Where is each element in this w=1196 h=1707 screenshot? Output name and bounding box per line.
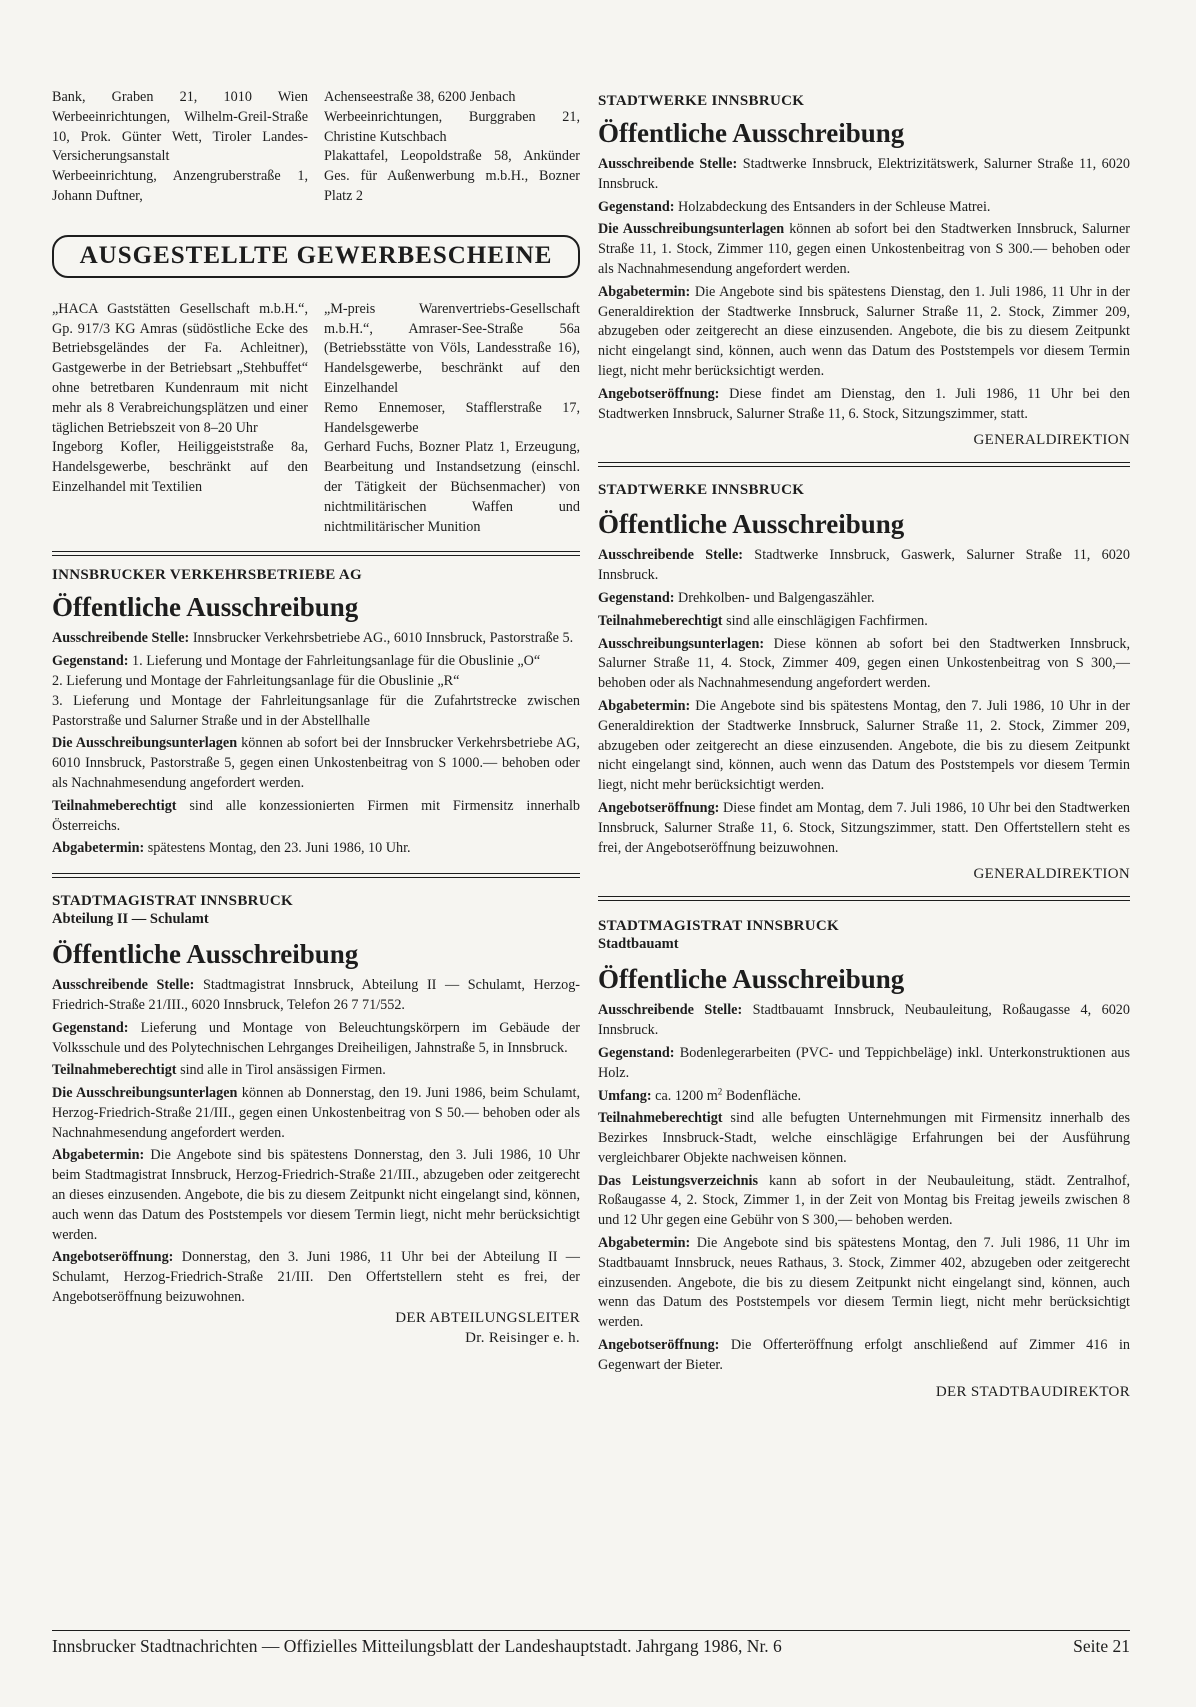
bauamt-gegenstand: Gegenstand: Bodenlegerarbeiten (PVC- und Teppichbeläge) inkl. Unterkonstruktionen aus Holz. bbox=[598, 1044, 1130, 1081]
werbe-entry: Werbeeinrichtungen, Burggraben 21, Christine Kutschbach bbox=[324, 108, 580, 145]
bauamt-headline: Öffentliche Ausschreibung bbox=[598, 964, 905, 995]
stadtwerke-ew-tender bbox=[598, 92, 1130, 450]
stw2-unterlagen: Ausschreibungsunterlagen: Diese können ab sofort bei den Stadtwerken Innsbruck, Salurner Straße 11, 4. Stock, Zimmer 409, gegen einen Unkostenbeitrag von S 300,— behoben oder als Nachnahmesendung angefordert werden. bbox=[598, 635, 1130, 692]
stw2-kicker: STADTWERKE INNSBRUCK bbox=[598, 482, 805, 499]
schulamt-headline: Öffentliche Ausschreibung bbox=[52, 939, 359, 970]
ivb-gegenstand-3: 3. Lieferung und Montage der Fahrleitungsanlage für die Zufahrtstrecke zwischen Pastorstraße und Salurner Straße und in der Abstellhalle bbox=[52, 692, 580, 729]
schulamt-signature: DER ABTEILUNGSLEITER bbox=[395, 1309, 580, 1326]
section-divider bbox=[598, 896, 1130, 901]
werbe-entry: Plakattafel, Leopoldstraße 58, Ankünder Ges. für Außenwerbung m.b.H., Bozner Platz 2 bbox=[324, 148, 580, 204]
gewerbescheine-banner: AUSGESTELLTE GEWERBESCHEINE bbox=[52, 235, 580, 278]
schulamt-unterlagen: Die Ausschreibungsunterlagen können ab Donnerstag, den 19. Juni 1986, beim Schulamt, Herzog-Friedrich-Straße 21/III., gegen einen Unkostenbeitrag von S 50.— behoben oder als Nachnahmesendung angefordert werden. bbox=[52, 1085, 580, 1141]
werbe-entry: Werbeeinrichtung, Anzengruberstraße 1, Johann Duftner, bbox=[52, 168, 308, 204]
page-number: Seite 21 bbox=[1073, 1636, 1130, 1656]
stw1-signature: GENERALDIREKTION bbox=[973, 432, 1130, 449]
gewerbescheine-list bbox=[52, 300, 580, 538]
ivb-teilnahme: Teilnahmeberechtigt sind alle konzessionierten Firmen mit Firmensitz innerhalb Österreichs. bbox=[52, 797, 580, 834]
werbe-entry: Achenseestraße 38, 6200 Jenbach bbox=[324, 89, 516, 105]
ivb-kicker: INNSBRUCKER VERKEHRSBETRIEBE AG bbox=[52, 567, 362, 584]
werbe-list-col1 bbox=[52, 88, 308, 207]
schulamt-abgabe: Abgabetermin: Die Angebote sind bis spätestens Donnerstag, den 3. Juli 1986, 10 Uhr beim Stadtmagistrat Innsbruck, Herzog-Friedrich-Straße 21/III., abzugeben oder zeitgerecht an dieses einzusenden. Angebote, die bis zu diesem Zeitpunkt nicht eingelangt sind, können, auch wenn das Datum des Poststempels vor diesem Termin liegt, nicht mehr berücksichtigt werden. bbox=[52, 1147, 580, 1243]
bauamt-teilnahme: Teilnahmeberechtigt sind alle befugten Unternehmungen mit Firmensitz innerhalb des Bezirkes Innsbruck-Stadt, welche einschlägige Erfahrungen bei der Ausführung vergleichbarer Objekte nachweisen können. bbox=[598, 1110, 1130, 1166]
gewerbe-entry: Ingeborg Kofler, Heiliggeiststraße 8a, Handelsgewerbe, beschränkt auf den Einzelhandel mit Textilien bbox=[52, 439, 308, 495]
gewerbe-entry: Gerhard Fuchs, Bozner Platz 1, Erzeugung, Bearbeitung und Instandsetzung (einschl. der Tätigkeit der Büchsenmacher) von nichtmilitärischen Waffen und nichtmilitärischer Munition bbox=[324, 439, 580, 535]
schulamt-gegenstand: Gegenstand: Lieferung und Montage von Beleuchtungskörpern im Gebäude der Volksschule und des Polytechnischen Lehrganges Dreiheiligen, Jahnstraße 5, in Innsbruck. bbox=[52, 1019, 580, 1056]
stw1-gegenstand: Gegenstand: Holzabdeckung des Entsanders in der Schleuse Matrei. bbox=[598, 198, 991, 215]
stw2-eroeffnung: Angebotseröffnung: Diese findet am Montag, dem 7. Juli 1986, 10 Uhr bei den Stadtwerken Innsbruck, Salurner Straße 11, 6. Stock, Sitzungszimmer, statt. Den Offertstellern steht es frei, der Angebotseröffnung beizuwohnen. bbox=[598, 799, 1130, 856]
werbeeinrichtungen-list bbox=[52, 88, 580, 207]
schulamt-dept: Abteilung II — Schulamt bbox=[52, 911, 209, 928]
schulamt-teilnahme: Teilnahmeberechtigt sind alle in Tirol ansässigen Firmen. bbox=[52, 1062, 386, 1079]
ivb-abgabe: Abgabetermin: spätestens Montag, den 23. Juni 1986, 10 Uhr. bbox=[52, 840, 411, 857]
ivb-tender bbox=[52, 566, 580, 859]
ivb-stelle: Ausschreibende Stelle: Innsbrucker Verkehrsbetriebe AG., 6010 Innsbruck, Pastorstraße 5. bbox=[52, 630, 574, 647]
bauamt-leistungsverzeichnis: Das Leistungsverzeichnis kann ab sofort in der Neubauleitung, städt. Zentralhof, Roßaugasse 4, 2. Stock, Zimmer 1, in der Zeit von Montag bis Freitag jeweils zwischen 8 und 12 Uhr gegen eine Gebühr von S 300,— behoben werden. bbox=[598, 1172, 1130, 1229]
bauamt-umfang: Umfang: ca. 1200 $m^2$ Bodenfläche. bbox=[598, 1085, 802, 1104]
bauamt-kicker: STADTMAGISTRAT INNSBRUCK bbox=[598, 918, 839, 935]
werbe-list-col2 bbox=[324, 88, 580, 207]
page-footer bbox=[52, 1630, 1130, 1657]
stw1-abgabe: Abgabetermin: Die Angebote sind bis spätestens Dienstag, den 1. Juli 1986, 11 Uhr in der Generaldirektion der Stadtwerke Innsbruck, Salurner Straße 11, 2. Stock, Zimmer 209, abzugeben oder zeitgerecht an diese einzusenden. Angebote, die bis zu diesem Zeitpunkt nicht eingelangt sind, können, auch wenn das Datum des Poststempels vor diesem Termin liegt, nicht mehr berücksichtigt werden. bbox=[598, 283, 1130, 379]
stw1-headline: Öffentliche Ausschreibung bbox=[598, 118, 905, 148]
stw1-kicker: STADTWERKE INNSBRUCK bbox=[598, 93, 805, 109]
stw2-gegenstand: Gegenstand: Drehkolben- und Balgengaszähler. bbox=[598, 589, 875, 606]
bauamt-eroeffnung: Angebotseröffnung: Die Offerteröffnung erfolgt anschließend auf Zimmer 416 in Gegenwart der Bieter. bbox=[598, 1337, 1130, 1373]
ivb-gegenstand: Gegenstand: 1. Lieferung und Montage der Fahrleitungsanlage für die Obuslinie „O“ bbox=[52, 653, 541, 670]
schulamt-kicker: STADTMAGISTRAT INNSBRUCK bbox=[52, 893, 293, 910]
gewerbe-entry: Remo Ennemoser, Stafflerstraße 17, Handelsgewerbe bbox=[324, 399, 580, 436]
footer-publication: Innsbrucker Stadtnachrichten — Offizielles Mitteilungsblatt der Landeshauptstadt. Jahrgang 1986, Nr. 6 bbox=[52, 1636, 782, 1656]
stw1-stelle: Ausschreibende Stelle: Stadtwerke Innsbruck, Elektrizitätswerk, Salurner Straße 11, 6020 Innsbruck. bbox=[598, 156, 1131, 192]
gewerbe-entry: „HACA Gaststätten Gesellschaft m.b.H.“, Gp. 917/3 KG Amras (südöstliche Ecke des Betriebsgeländes der Fa. Achleitner), Gastgewerbe in der Betriebsart „Stehbuffet“ ohne betretbaren Kundenraum mit nicht mehr als 8 Verabreichungsplätzen und einer täglichen Betriebszeit von 8–20 Uhr bbox=[52, 300, 308, 436]
ivb-unterlagen: Die Ausschreibungsunterlagen können ab sofort bei der Innsbrucker Verkehrsbetriebe AG, 6010 Innsbruck, Pastorstraße 5, gegen einen Unkostenbeitrag von S 1000.— behoben oder als Nachnahmesendung angefordert werden. bbox=[52, 735, 580, 791]
bauamt-stelle: Ausschreibende Stelle: Stadtbauamt Innsbruck, Neubauleitung, Roßaugasse 4, 6020 Innsbruck. bbox=[598, 1002, 1130, 1039]
right-column bbox=[598, 0, 1130, 1402]
schulamt-signature-name: Dr. Reisinger e. h. bbox=[465, 1329, 580, 1346]
left-column bbox=[52, 0, 580, 1348]
stw2-teilnahme: Teilnahmeberechtigt sind alle einschlägigen Fachfirmen. bbox=[598, 612, 928, 629]
section-divider bbox=[598, 462, 1130, 467]
gewerbe-entry: „M-preis Warenvertriebs-Gesellschaft m.b.H.“, Amraser-See-Straße 56a (Betriebsstätte von Völs, Landesstraße 16), Handelsgewerbe, beschränkt auf den Einzelhandel bbox=[324, 300, 580, 396]
schulamt-stelle: Ausschreibende Stelle: Stadtmagistrat Innsbruck, Abteilung II — Schulamt, Herzog-Friedrich-Straße 21/III., 6020 Innsbruck, Telefon 26 7 71/552. bbox=[52, 977, 581, 1013]
stw2-abgabe: Abgabetermin: Die Angebote sind bis spätestens Montag, den 7. Juli 1986, 10 Uhr in der Generaldirektion der Stadtwerke Innsbruck, Salurner Straße 11, 2. Stock, Zimmer 209, abzugeben oder zeitgerecht an diese einzusenden. Angebote, die bis zu diesem Zeitpunkt nicht eingelangt sind, können, auch wenn das Datum des Poststempels vor diesem Termin liegt, nicht mehr berücksichtigt werden. bbox=[598, 697, 1130, 794]
section-divider bbox=[52, 551, 580, 556]
ivb-gegenstand-2: 2. Lieferung und Montage der Fahrleitungsanlage für die Obuslinie „R“ bbox=[52, 672, 460, 689]
bauamt-abgabe: Abgabetermin: Die Angebote sind bis spätestens Montag, den 7. Juli 1986, 11 Uhr im Stadtbauamt Innsbruck, neues Rathaus, 3. Stock, Zimmer 402, abzugeben oder zeitgerecht einzusenden. Angebote, die bis zu diesem Zeitpunkt nicht eingelangt sind, können, auch wenn das Datum des Poststempels vor diesem Termin liegt, nicht mehr berücksichtigt werden. bbox=[598, 1235, 1130, 1331]
gewerbe-list-col2 bbox=[324, 300, 580, 538]
schulamt-tender bbox=[52, 892, 580, 1348]
section-divider bbox=[52, 873, 580, 878]
stadtwerke-gas-tender bbox=[598, 481, 1130, 884]
werbe-entry: Bank, Graben 21, 1010 Wien Werbeeinrichtungen, Wilhelm-Greil-Straße 10, Prok. Günter Wett, Tiroler Landes-Versicherungsanstalt bbox=[52, 89, 308, 165]
stw2-signature: GENERALDIREKTION bbox=[973, 866, 1130, 883]
bauamt-signature: DER STADTBAUDIREKTOR bbox=[935, 1383, 1130, 1400]
stw1-unterlagen: Die Ausschreibungsunterlagen können ab sofort bei den Stadtwerken Innsbruck, Salurner Straße 11, 1. Stock, Zimmer 110, gegen einen Unkostenbeitrag von S 300.— behoben oder als Nachnahmesendung angefordert werden. bbox=[598, 221, 1130, 277]
stw1-eroeffnung: Angebotseröffnung: Diese findet am Dienstag, den 1. Juli 1986, 11 Uhr bei den Stadtwerken Innsbruck, Salurner Straße 11, 6. Stock, Sitzungszimmer, statt. bbox=[598, 385, 1130, 422]
stw2-headline: Öffentliche Ausschreibung bbox=[598, 509, 905, 540]
gewerbe-list-col1 bbox=[52, 300, 308, 538]
bauamt-dept: Stadtbauamt bbox=[598, 936, 679, 953]
schulamt-eroeffnung: Angebotseröffnung: Donnerstag, den 3. Juni 1986, 11 Uhr bei der Abteilung II — Schulamt, Herzog-Friedrich-Straße 21/III. Den Offertstellern steht es frei, der Angebotseröffnung beizuwohnen. bbox=[52, 1249, 580, 1306]
stw2-stelle: Ausschreibende Stelle: Stadtwerke Innsbruck, Gaswerk, Salurner Straße 11, 6020 Innsbruck. bbox=[598, 547, 1130, 584]
stadtbauamt-tender bbox=[598, 917, 1130, 1401]
ivb-headline: Öffentliche Ausschreibung bbox=[52, 592, 359, 623]
